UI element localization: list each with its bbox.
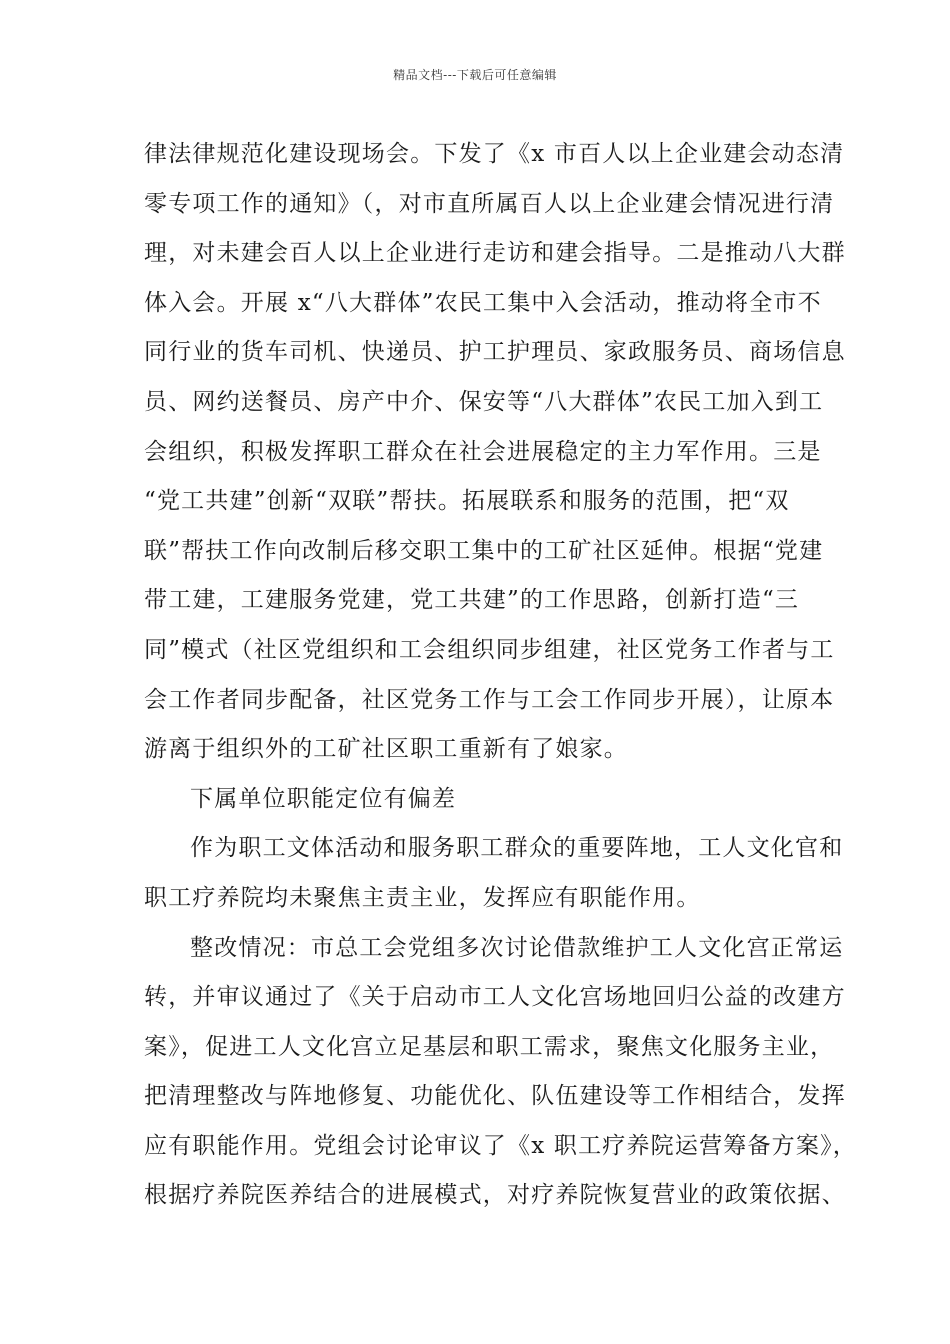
text-line: 应有职能作用。党组会讨论审议了《x 职工疗养院运营筹备方案》， bbox=[144, 1132, 857, 1159]
text-line: 员、网约送餐员、房产中介、保安等“八大群体”农民工加入到工 bbox=[144, 388, 824, 415]
text-line: 会工作者同步配备，社区党务工作与工会工作同步开展），让原本 bbox=[144, 686, 835, 713]
text-line: 根据疗养院医养结合的进展模式，对疗养院恢复营业的政策依据、 bbox=[144, 1182, 846, 1209]
text-line: 体入会。开展 x“八大群体”农民工集中入会活动，推动将全市不 bbox=[144, 289, 822, 316]
text-line: 带工建，工建服务党建，党工共建”的工作思路，创新打造“三 bbox=[144, 587, 800, 614]
text-line: 会组织，积极发挥职工群众在社会进展稳定的主力军作用。三是 bbox=[144, 438, 822, 465]
text-line: “党工共建”创新“双联”帮扶。拓展联系和服务的范围，把“双 bbox=[144, 488, 790, 515]
text-line: 零专项工作的通知》（，对市直所属百人以上企业建会情况进行清 bbox=[144, 190, 835, 217]
text-line: 作为职工文体活动和服务职工群众的重要阵地，工人文化官和 bbox=[190, 835, 844, 862]
text-line: 联”帮扶工作向改制后移交职工集中的工矿社区延伸。根据“党建 bbox=[144, 537, 824, 564]
document-body bbox=[144, 130, 857, 1221]
text-line: 同行业的货车司机、快递员、护工护理员、家政服务员、商场信息 bbox=[144, 339, 846, 366]
text-line: 同”模式（社区党组织和工会组织同步组建，社区党务工作者与工 bbox=[144, 636, 835, 663]
text-line: 整改情况：市总工会党组多次讨论借款维护工人文化宫正常运 bbox=[190, 934, 844, 961]
text-line: 职工疗养院均未聚焦主责主业，发挥应有职能作用。 bbox=[144, 884, 701, 911]
text-line: 理，对未建会百人以上企业进行走访和建会指导。二是推动八大群 bbox=[144, 240, 846, 267]
text-line: 转，并审议通过了《关于启动市工人文化宫场地回归公益的改建方 bbox=[144, 984, 846, 1011]
section-heading: 下属单位职能定位有偏差 bbox=[190, 785, 457, 812]
text-line: 律法律规范化建设现场会。下发了《x 市百人以上企业建会动态清 bbox=[144, 141, 845, 167]
text-line: 案》，促进工人文化宫立足基层和职工需求，聚焦文化服务主业， bbox=[144, 1033, 835, 1060]
text-line: 游离于组织外的工矿社区职工重新有了娘家。 bbox=[144, 736, 628, 763]
page-header: 精品文档---下载后可任意编辑 bbox=[393, 68, 557, 82]
text-line: 把清理整改与阵地修复、功能优化、队伍建设等工作相结合，发挥 bbox=[144, 1083, 846, 1110]
